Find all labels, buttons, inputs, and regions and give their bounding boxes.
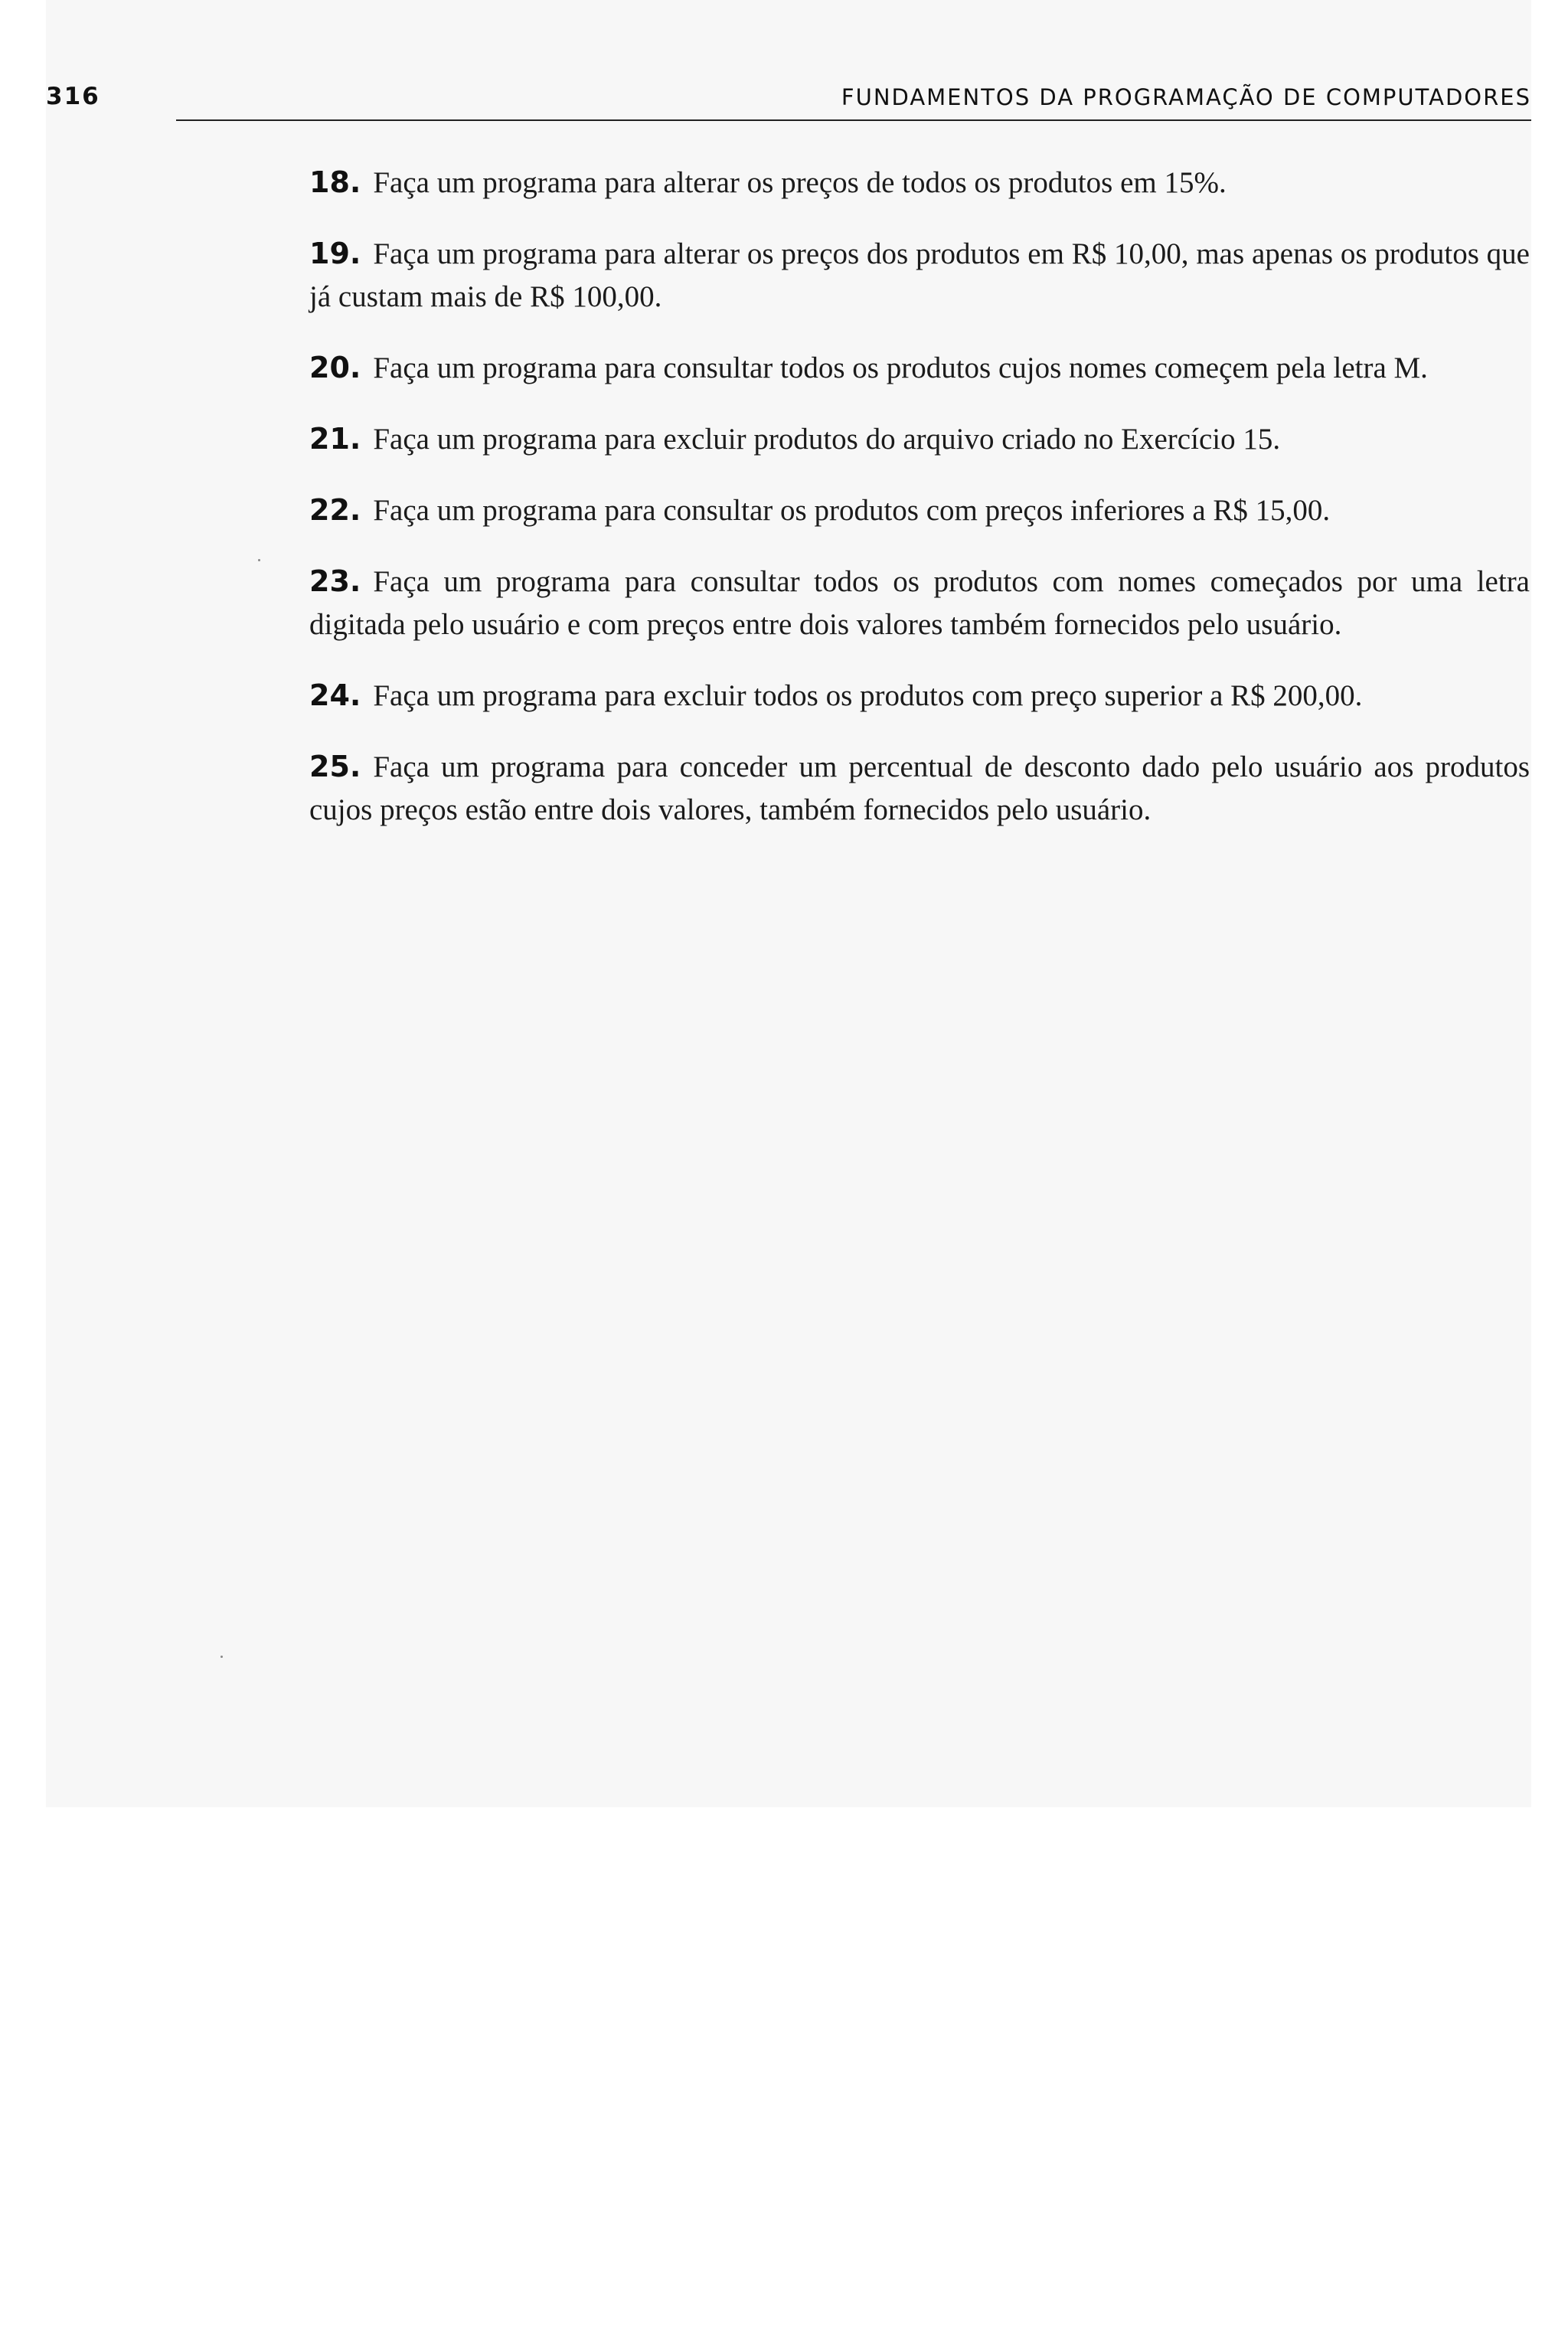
exercise-item	[309, 560, 1530, 646]
exercise-text: Faça um programa para conceder um percentual de desconto dado pelo usuário aos produtos cujos preços estão entre dois valores, também fornecidos pelo usuário.	[309, 750, 1530, 826]
exercise-number: 19.	[309, 237, 361, 270]
exercise-number: 20.	[309, 351, 361, 384]
exercise-item	[309, 346, 1530, 390]
exercise-number: 22.	[309, 493, 361, 527]
exercise-text: Faça um programa para consultar os produtos com preços inferiores a R$ 15,00.	[373, 494, 1331, 527]
exercise-number: 24.	[309, 678, 361, 712]
running-head: FUNDAMENTOS DA PROGRAMAÇÃO DE COMPUTADORES	[841, 84, 1531, 110]
scan-speck	[220, 1656, 223, 1658]
exercise-list	[309, 161, 1530, 859]
exercise-text: Faça um programa para alterar os preços de todos os produtos em 15%.	[373, 166, 1227, 199]
exercise-number: 21.	[309, 422, 361, 456]
exercise-number: 18.	[309, 165, 361, 199]
exercise-item	[309, 417, 1530, 461]
exercise-item	[309, 232, 1530, 319]
exercise-text: Faça um programa para alterar os preços dos produtos em R$ 10,00, mas apenas os produtos que já custam mais de R$ 100,00.	[309, 237, 1530, 313]
scan-speck	[258, 559, 260, 561]
exercise-text: Faça um programa para consultar todos os produtos com nomes começados por uma letra digitada pelo usuário e com preços entre dois valores também fornecidos pelo usuário.	[309, 565, 1530, 641]
exercise-text: Faça um programa para excluir todos os produtos com preço superior a R$ 200,00.	[373, 679, 1363, 712]
header-rule	[176, 119, 1531, 121]
page-number: 316	[46, 83, 100, 110]
exercise-text: Faça um programa para excluir produtos do arquivo criado no Exercício 15.	[373, 423, 1281, 456]
exercise-number: 25.	[309, 750, 361, 783]
exercise-item	[309, 674, 1530, 718]
exercise-item	[309, 745, 1530, 832]
exercise-number: 23.	[309, 564, 361, 598]
exercise-item	[309, 161, 1530, 204]
exercise-item	[309, 489, 1530, 532]
exercise-text: Faça um programa para consultar todos os produtos cujos nomes começem pela letra M.	[373, 351, 1428, 384]
page-header	[46, 83, 1531, 129]
